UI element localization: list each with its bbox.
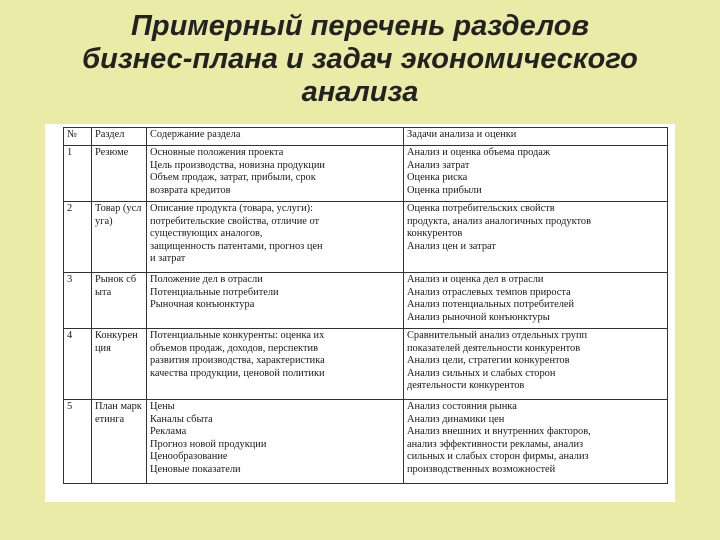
content-line: Основные положения проекта: [150, 147, 284, 158]
row-content: [147, 400, 404, 484]
content-line: возврата кредитов: [150, 184, 231, 196]
task-line: показателей деятельности конкурентов: [407, 342, 581, 354]
content-line: Объем продаж, затрат, прибыли, срок: [150, 172, 316, 184]
header-section: Раздел: [92, 128, 147, 146]
row-content: [147, 273, 404, 329]
row-content: [147, 146, 404, 202]
table-row: [64, 329, 668, 400]
content-line: качества продукции, ценовой политики: [150, 367, 325, 379]
content-line: потребительские свойства, отличие от: [150, 215, 320, 227]
row-section: Товар (услуга): [92, 202, 147, 273]
header-content: Содержание раздела: [147, 128, 404, 146]
content-line: объемов продаж, доходов, перспектив: [150, 342, 318, 354]
row-content: [147, 329, 404, 400]
task-line: Анализ сильных и слабых сторон: [407, 367, 556, 379]
task-line: Анализ динамики цен: [407, 413, 505, 425]
task-line: сильных и слабых сторон фирмы, анализ: [407, 451, 589, 463]
table-header-row: [64, 128, 668, 146]
task-line: конкурентов: [407, 228, 463, 240]
content-line: защищенность патентами, прогноз цен: [150, 240, 323, 252]
content-line: Каналы сбыта: [150, 413, 213, 425]
row-content: [147, 202, 404, 273]
content-line: Потенциальные потребители: [150, 286, 279, 298]
task-line: Анализ и оценка дел в отрасли: [407, 274, 544, 285]
row-tasks: [404, 273, 668, 329]
table-row: [64, 400, 668, 484]
table-row: [64, 146, 668, 202]
task-line: производственных возможностей: [407, 463, 556, 475]
content-line: Рыночная конъюнктура: [150, 299, 255, 311]
task-line: Анализ затрат: [407, 159, 470, 171]
task-line: Анализ цен и затрат: [407, 240, 496, 252]
header-num: №: [64, 128, 92, 146]
row-number: 1: [64, 146, 92, 202]
task-line: Анализ рыночной конъюнктуры: [407, 311, 550, 323]
content-line: Реклама: [150, 426, 187, 438]
title-line-2: бизнес-плана и задач экономического: [82, 43, 638, 75]
task-line: Оценка потребительских свойств: [407, 203, 555, 214]
content-line: Положение дел в отрасли: [150, 274, 263, 285]
row-section: Резюме: [92, 146, 147, 202]
row-section: Конкуренция: [92, 329, 147, 400]
content-line: Ценообразование: [150, 451, 228, 463]
task-line: Анализ и оценка объема продаж: [407, 147, 551, 158]
content-line: развития производства, характеристика: [150, 355, 325, 367]
task-line: Анализ цели, стратегии конкурентов: [407, 355, 570, 367]
table-row: [64, 202, 668, 273]
content-line: существующих аналогов,: [150, 228, 263, 240]
row-number: 5: [64, 400, 92, 484]
row-number: 2: [64, 202, 92, 273]
content-line: и затрат: [150, 253, 186, 265]
row-tasks: [404, 400, 668, 484]
table-sheet: [45, 124, 675, 502]
content-line: Цель производства, новизна продукции: [150, 159, 325, 171]
content-line: Цены: [150, 401, 175, 412]
title-line-3: анализа: [301, 76, 419, 108]
slide-title: [0, 10, 720, 109]
task-line: Анализ внешних и внутренних факторов,: [407, 426, 591, 438]
task-line: Оценка риска: [407, 172, 468, 184]
business-plan-table: [63, 127, 668, 484]
row-tasks: [404, 329, 668, 400]
task-line: Сравнительный анализ отдельных групп: [407, 330, 588, 341]
row-section: Рынок сбыта: [92, 273, 147, 329]
title-line-1: Примерный перечень разделов: [131, 10, 589, 42]
row-section: План маркетинга: [92, 400, 147, 484]
task-line: Анализ отраслевых темпов прироста: [407, 286, 571, 298]
content-line: Потенциальные конкуренты: оценка их: [150, 330, 325, 341]
task-line: анализ эффективности рекламы, анализ: [407, 438, 584, 450]
content-line: Прогноз новой продукции: [150, 438, 267, 450]
task-line: деятельности конкурентов: [407, 380, 525, 392]
header-tasks: Задачи анализа и оценки: [404, 128, 668, 146]
task-line: Оценка прибыли: [407, 184, 482, 196]
row-number: 4: [64, 329, 92, 400]
task-line: Анализ потенциальных потребителей: [407, 299, 575, 311]
row-tasks: [404, 202, 668, 273]
table-row: [64, 273, 668, 329]
content-line: Описание продукта (товара, услуги):: [150, 203, 314, 214]
task-line: Анализ состояния рынка: [407, 401, 517, 412]
row-tasks: [404, 146, 668, 202]
task-line: продукта, анализ аналогичных продуктов: [407, 215, 592, 227]
content-line: Ценовые показатели: [150, 463, 241, 475]
row-number: 3: [64, 273, 92, 329]
